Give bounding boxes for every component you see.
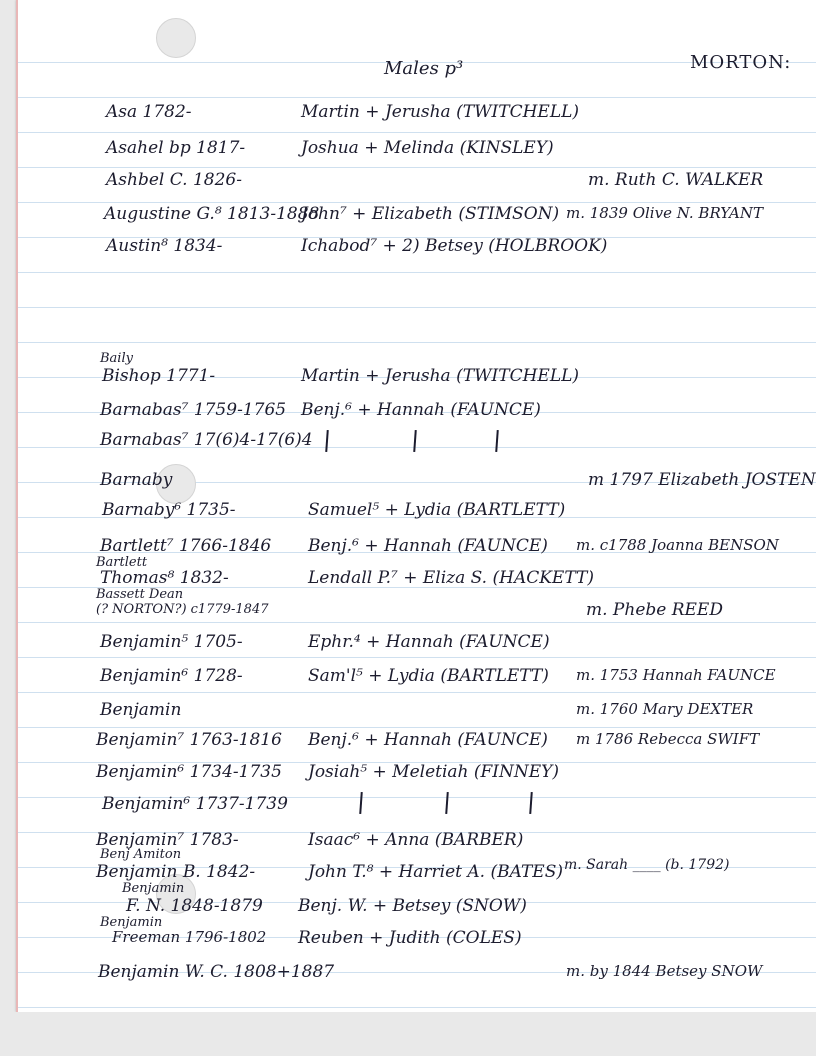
entry-parents: Samuel⁵ + Lydia (BARTLETT) xyxy=(308,500,566,520)
ditto-mark xyxy=(413,430,417,452)
entry-name-prefix: Bassett Dean xyxy=(96,587,184,602)
entry-name: Benjamin⁷ 1783- xyxy=(96,830,239,850)
entry-name: Freeman 1796-1802 xyxy=(112,928,267,946)
entry-name-prefix: Benjamin xyxy=(100,915,163,930)
entry-marriage: m. c1788 Joanna BENSON xyxy=(576,536,779,554)
entry-marriage: m 1786 Rebecca SWIFT xyxy=(576,730,760,748)
ditto-mark xyxy=(495,430,499,452)
ditto-mark xyxy=(325,430,329,452)
scan-background xyxy=(0,1012,816,1056)
entry-parents: Ichabod⁷ + 2) Betsey (HOLBROOK) xyxy=(301,236,608,256)
entry-parents: Martin + Jerusha (TWITCHELL) xyxy=(301,366,580,386)
entry-marriage: m. by 1844 Betsey SNOW xyxy=(566,962,763,980)
entry-name: Barnabas⁷ 1759-1765 xyxy=(100,400,287,420)
entry-name: Benjamin⁷ 1763-1816 xyxy=(96,730,282,750)
entry-parents: Isaac⁶ + Anna (BARBER) xyxy=(308,830,524,850)
entry-name: Benjamin⁶ 1734-1735 xyxy=(96,762,282,782)
entry-marriage: m. 1760 Mary DEXTER xyxy=(576,700,754,718)
entry-parents: Sam'l⁵ + Lydia (BARTLETT) xyxy=(308,666,549,686)
margin-line xyxy=(16,0,18,1012)
entry-name: Barnabas⁷ 17(6)4-17(6)4 xyxy=(100,430,313,450)
entry-name: Asahel bp 1817- xyxy=(106,138,246,158)
entry-name: Bartlett⁷ 1766-1846 xyxy=(100,536,272,556)
entry-name: Benjamin xyxy=(100,700,182,720)
ditto-mark xyxy=(529,792,533,814)
entry-parents: Josiah⁵ + Meletiah (FINNEY) xyxy=(308,762,560,782)
notebook-page xyxy=(16,0,816,1012)
entry-marriage: m. 1753 Hannah FAUNCE xyxy=(576,666,776,684)
entry-marriage: m. 1839 Olive N. BRYANT xyxy=(566,204,763,222)
entry-parents: Ephr.⁴ + Hannah (FAUNCE) xyxy=(308,632,550,652)
entry-name: Ashbel C. 1826- xyxy=(106,170,242,190)
entry-name: Austin⁸ 1834- xyxy=(106,236,223,256)
entry-name-prefix: Bartlett xyxy=(96,555,148,570)
entry-name: F. N. 1848-1879 xyxy=(126,896,263,916)
entry-marriage: m. Ruth C. WALKER xyxy=(588,170,764,190)
entry-parents: John T.⁸ + Harriet A. (BATES) xyxy=(308,862,563,882)
entry-parents: Benj.⁶ + Hannah (FAUNCE) xyxy=(301,400,541,420)
entry-parents: Reuben + Judith (COLES) xyxy=(298,928,522,948)
entry-name: Benjamin⁶ 1737-1739 xyxy=(102,794,288,814)
entry-parents: Joshua + Melinda (KINSLEY) xyxy=(301,138,554,158)
entry-parents: Martin + Jerusha (TWITCHELL) xyxy=(301,102,580,122)
entry-marriage: m. Phebe REED xyxy=(586,600,723,620)
entry-marriage: m 1797 Elizabeth JOSTEN xyxy=(588,470,816,490)
entry-parents: Benj. W. + Betsey (SNOW) xyxy=(298,896,527,916)
binder-hole xyxy=(156,18,196,58)
entry-parents: Benj.⁶ + Hannah (FAUNCE) xyxy=(308,730,548,750)
ditto-mark xyxy=(445,792,449,814)
entry-name: Asa 1782- xyxy=(106,102,192,122)
entry-name: Barnaby xyxy=(100,470,173,490)
entry-name: Augustine G.⁸ 1813-1888 xyxy=(104,204,320,224)
entry-parents: Benj.⁶ + Hannah (FAUNCE) xyxy=(308,536,548,556)
entry-name: Bishop 1771- xyxy=(102,366,216,386)
entry-name-prefix: Benj Amiton xyxy=(100,847,182,862)
entry-name: (? NORTON?) c1779-1847 xyxy=(96,602,269,617)
entry-name-prefix: Baily xyxy=(100,351,133,366)
entry-parents: Lendall P.⁷ + Eliza S. (HACKETT) xyxy=(308,568,594,588)
entry-name: Benjamin B. 1842- xyxy=(96,862,256,882)
entry-name: Benjamin⁶ 1728- xyxy=(100,666,243,686)
entry-marriage: m. Sarah ____ (b. 1792) xyxy=(564,857,730,873)
entry-name-prefix: Benjamin xyxy=(122,881,185,896)
entry-name: Thomas⁸ 1832- xyxy=(100,568,229,588)
entry-name: Barnaby⁶ 1735- xyxy=(102,500,236,520)
entry-parents: John⁷ + Elizabeth (STIMSON) xyxy=(301,204,560,224)
ditto-mark xyxy=(359,792,363,814)
surname-heading: MORTON: xyxy=(690,52,792,73)
entry-name: Benjamin W. C. 1808+1887 xyxy=(98,962,335,982)
page-title: Males p³ xyxy=(384,58,464,79)
entry-name: Benjamin⁵ 1705- xyxy=(100,632,243,652)
